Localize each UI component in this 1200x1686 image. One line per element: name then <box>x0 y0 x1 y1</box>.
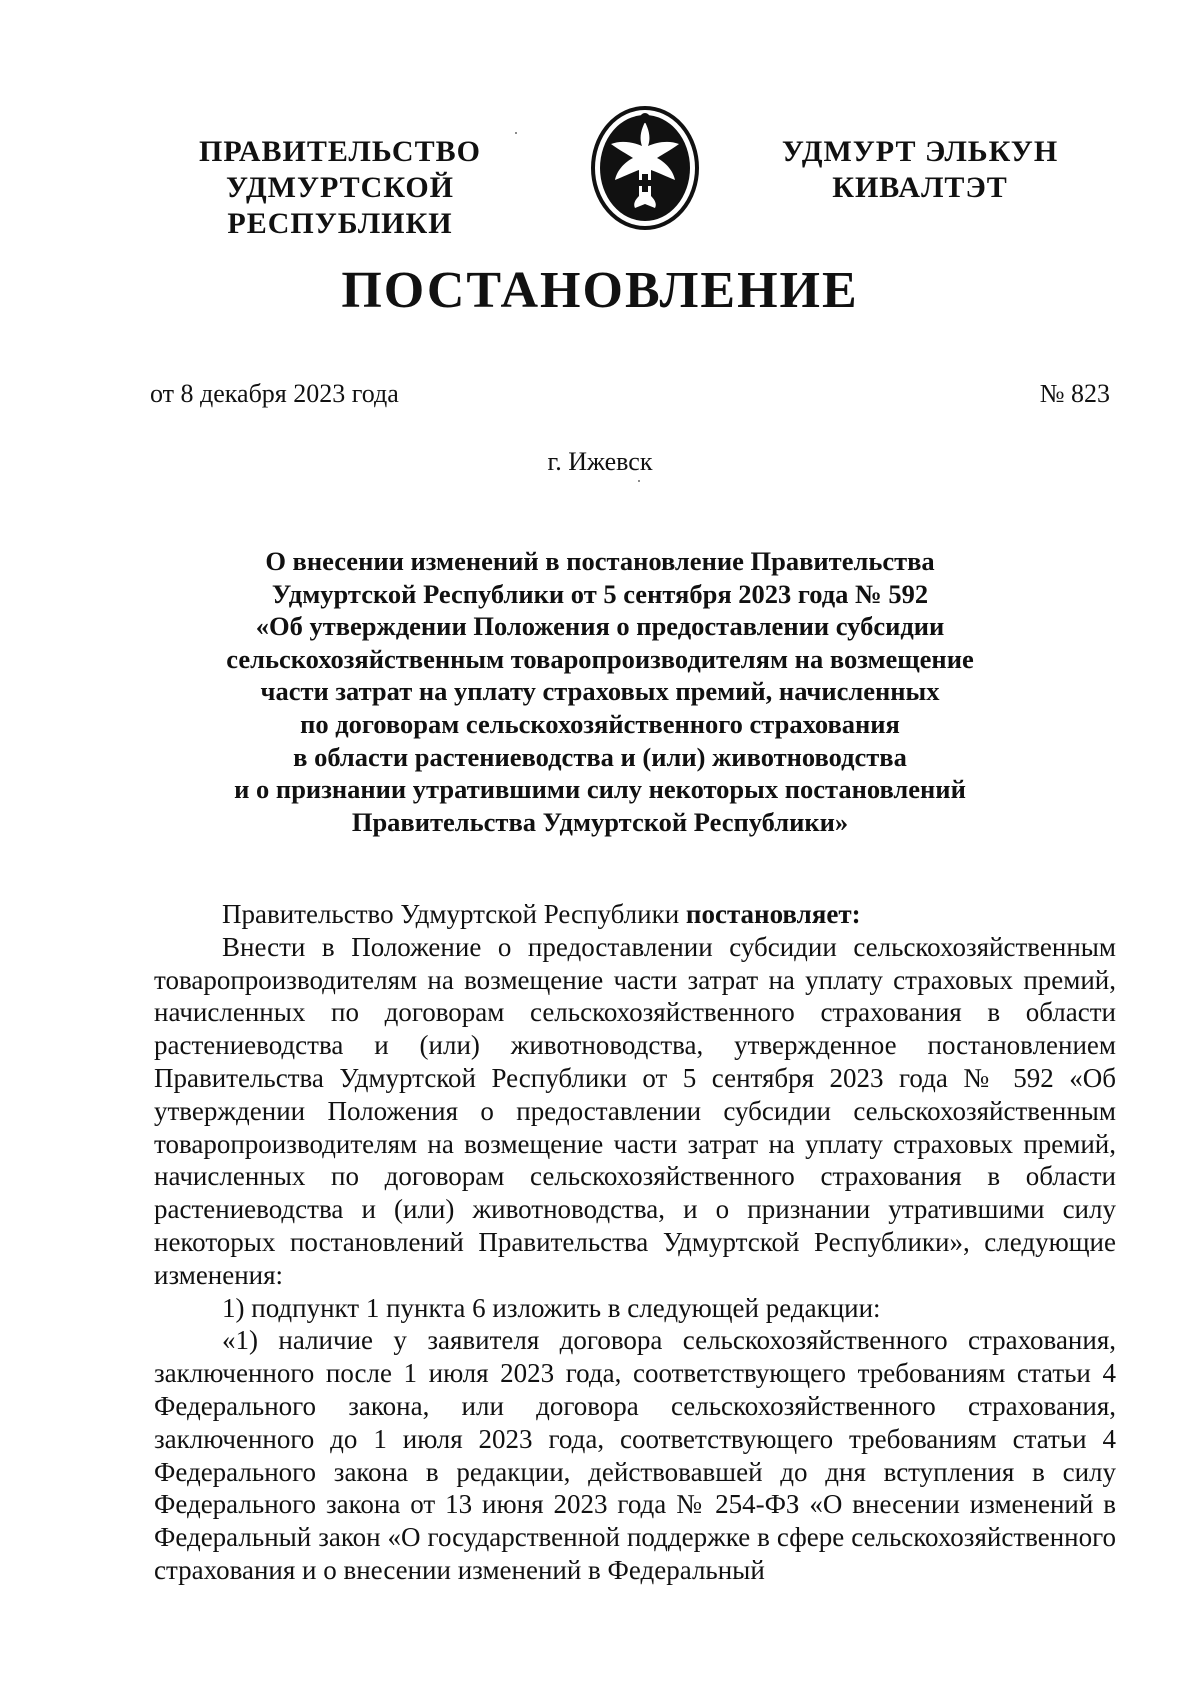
intro-bold-verb: постановляет <box>685 899 852 929</box>
document-body <box>154 898 1116 1587</box>
body-paragraph: «1) наличие у заявителя договора сельскохозяйственного страхования, заключенного после 1 июля 2023 года, соответствующего требованиям статьи 4 Федерального закона, или договора сельскохозяйственного страхования, заключенного до 1 июля 2023 года, соответствующего требованиям статьи 4 Федерального закона в редакции, действовавшей до дня вступления в силу Федерального закона от 13 июня 2023 года № 254-ФЗ «О внесении изменений в Федеральный закон «О государственной поддержке в сфере сельскохозяйственного страхования и о внесении изменений в Федеральный <box>154 1325 1116 1585</box>
title-line: Правительства Удмуртской Республики» <box>351 806 849 837</box>
coat-of-arms-emblem <box>585 100 705 232</box>
title-line: «Об утверждении Положения о предоставлении субсидии <box>255 611 945 642</box>
scan-speck <box>515 132 517 134</box>
document-title <box>160 545 1040 838</box>
resolution-intro <box>154 898 1116 931</box>
title-line: сельскохозяйственным товаропроизводителям на возмещение <box>226 643 974 674</box>
issuer-udmurt-line-2: КИВАЛТЭТ <box>832 171 1008 204</box>
intro-colon: : <box>851 899 861 929</box>
intro-text: Правительство Удмуртской Республики <box>222 899 680 929</box>
issuer-udmurt-line-1: УДМУРТ ЭЛЬКУН <box>781 135 1059 168</box>
issuer-name-udmurt <box>770 134 1070 206</box>
scan-speck <box>638 480 640 482</box>
issuer-name-russian <box>120 134 560 242</box>
issuer-line-2: УДМУРТСКОЙ РЕСПУБЛИКИ <box>226 171 454 240</box>
title-line: по договорам сельскохозяйственного страхования <box>300 708 900 739</box>
title-line: и о признании утратившими силу некоторых постановлений <box>234 774 966 805</box>
title-line: в области растениеводства и (или) животноводства <box>293 741 907 772</box>
body-paragraph: 1) подпункт 1 пункта 6 изложить в следующей редакции: <box>222 1292 881 1323</box>
body-paragraph: Внести в Положение о предоставлении субсидии сельскохозяйственным товаропроизводителям на возмещение части затрат на уплату страховых премий, начисленных по договорам сельскохозяйственного страхования в области растениеводства и (или) животноводства, утвержденное постановлением Правительства Удмуртской Республики от 5 сентября 2023 года № 592 «Об утверждении Положения о предоставлении субсидии сельскохозяйственным товаропроизводителям на возмещение части затрат на уплату страховых премий, начисленных по договорам сельскохозяйственного страхования в области растениеводства и (или) животноводства, и о признании утратившими силу некоторых постановлений Правительства Удмуртской Республики», следующие изменения: <box>154 931 1116 1290</box>
title-line: Удмуртской Республики от 5 сентября 2023 года № 592 <box>271 578 929 609</box>
title-line: части затрат на уплату страховых премий, начисленных <box>260 676 940 707</box>
document-type-heading: ПОСТАНОВЛЕНИЕ <box>341 262 859 319</box>
document-date: от 8 декабря 2023 года <box>150 379 399 408</box>
document-city: г. Ижевск <box>547 447 653 476</box>
title-line: О внесении изменений в постановление Правительства <box>265 546 935 576</box>
issuer-line-1: ПРАВИТЕЛЬСТВО <box>199 135 481 168</box>
document-number: № 823 <box>1039 379 1110 408</box>
